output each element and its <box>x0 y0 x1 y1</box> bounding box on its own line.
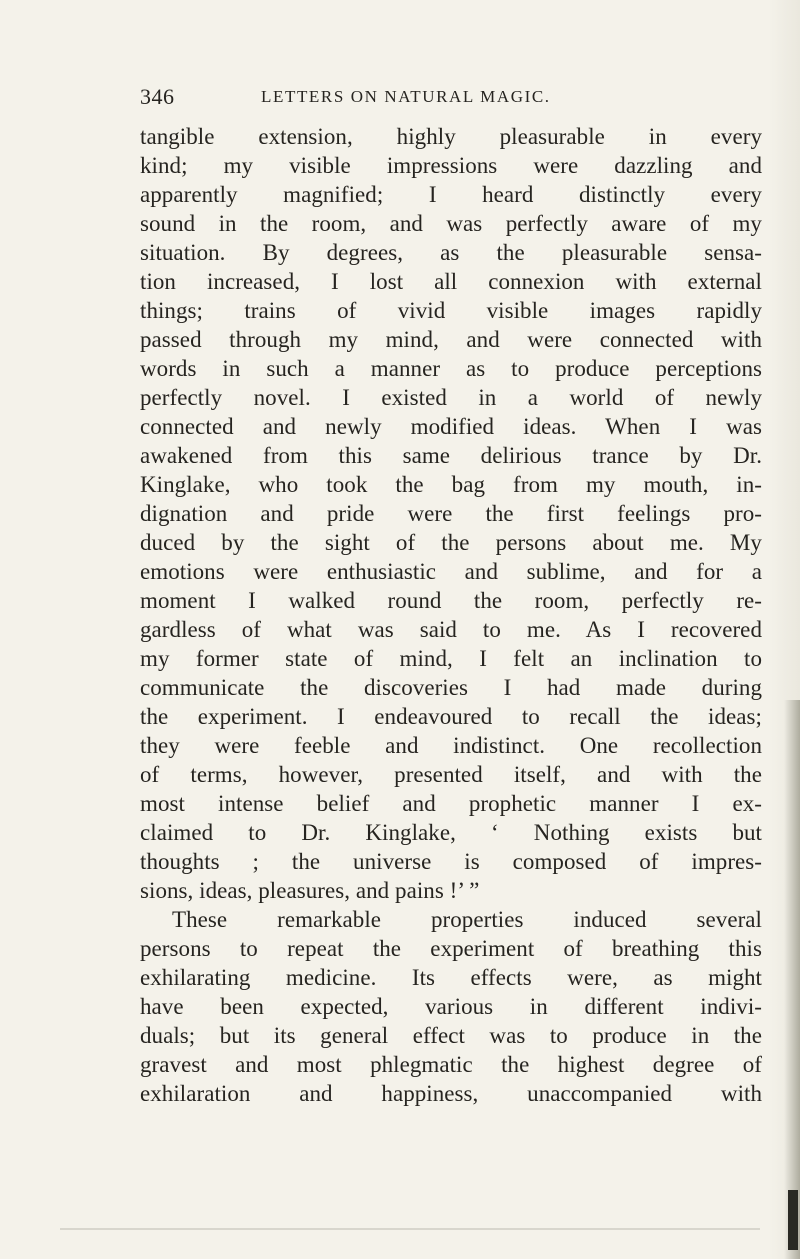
text-line: communicate the discoveries I had made during <box>140 675 762 700</box>
text-line: they were feeble and indistinct. One recollection <box>140 733 762 758</box>
body-text <box>140 122 762 1108</box>
text-line: apparently magnified; I heard distinctly every <box>140 182 762 207</box>
running-head: LETTERS ON NATURAL MAGIC. <box>261 87 551 106</box>
text-line: thoughts ; the universe is composed of impres- <box>140 849 762 874</box>
text-line: perfectly novel. I existed in a world of newly <box>140 385 762 410</box>
text-line: gardless of what was said to me. As I recovered <box>140 617 762 642</box>
text-line: claimed to Dr. Kinglake, ‘ Nothing exists but <box>140 820 762 845</box>
paragraph-end-line: sions, ideas, pleasures, and pains !’ ” <box>140 878 480 903</box>
text-line: kind; my visible impressions were dazzling and <box>140 153 762 178</box>
text-line: emotions were enthusiastic and sublime, and for a <box>140 559 762 584</box>
text-line: dignation and pride were the first feelings pro- <box>140 501 762 526</box>
text-line: most intense belief and prophetic manner I ex- <box>140 791 762 816</box>
text-line: things; trains of vivid visible images rapidly <box>140 298 762 323</box>
text-line: moment I walked round the room, perfectly re- <box>140 588 762 613</box>
text-line: my former state of mind, I felt an inclination to <box>140 646 762 671</box>
text-line: have been expected, various in different indivi- <box>140 994 762 1019</box>
text-line: tion increased, I lost all connexion with external <box>140 269 762 294</box>
text-line: the experiment. I endeavoured to recall the ideas; <box>140 704 762 729</box>
text-line: gravest and most phlegmatic the highest degree of <box>140 1052 762 1077</box>
scan-bottom-rule <box>60 1228 760 1230</box>
text-line: awakened from this same delirious trance by Dr. <box>140 443 762 468</box>
text-line: tangible extension, highly pleasurable in every <box>140 124 762 149</box>
text-line: duced by the sight of the persons about me. My <box>140 530 762 555</box>
scan-edge-mark <box>788 1190 798 1250</box>
text-line: duals; but its general effect was to produce in the <box>140 1023 762 1048</box>
page-edge-shadow <box>784 700 800 1259</box>
page-header <box>140 84 760 110</box>
paragraph-start-line: These remarkable properties induced several <box>172 907 762 932</box>
text-line: connected and newly modified ideas. When I was <box>140 414 762 439</box>
text-line: passed through my mind, and were connected with <box>140 327 762 352</box>
text-line: sound in the room, and was perfectly aware of my <box>140 211 762 236</box>
text-line: exhilarating medicine. Its effects were, as might <box>140 965 762 990</box>
text-line: persons to repeat the experiment of breathing this <box>140 936 762 961</box>
page-number: 346 <box>140 84 175 109</box>
text-line: words in such a manner as to produce perceptions <box>140 356 762 381</box>
text-line: of terms, however, presented itself, and with the <box>140 762 762 787</box>
text-line: exhilaration and happiness, unaccompanied with <box>140 1081 762 1106</box>
text-line: situation. By degrees, as the pleasurable sensa- <box>140 240 762 265</box>
text-line: Kinglake, who took the bag from my mouth, in- <box>140 472 762 497</box>
